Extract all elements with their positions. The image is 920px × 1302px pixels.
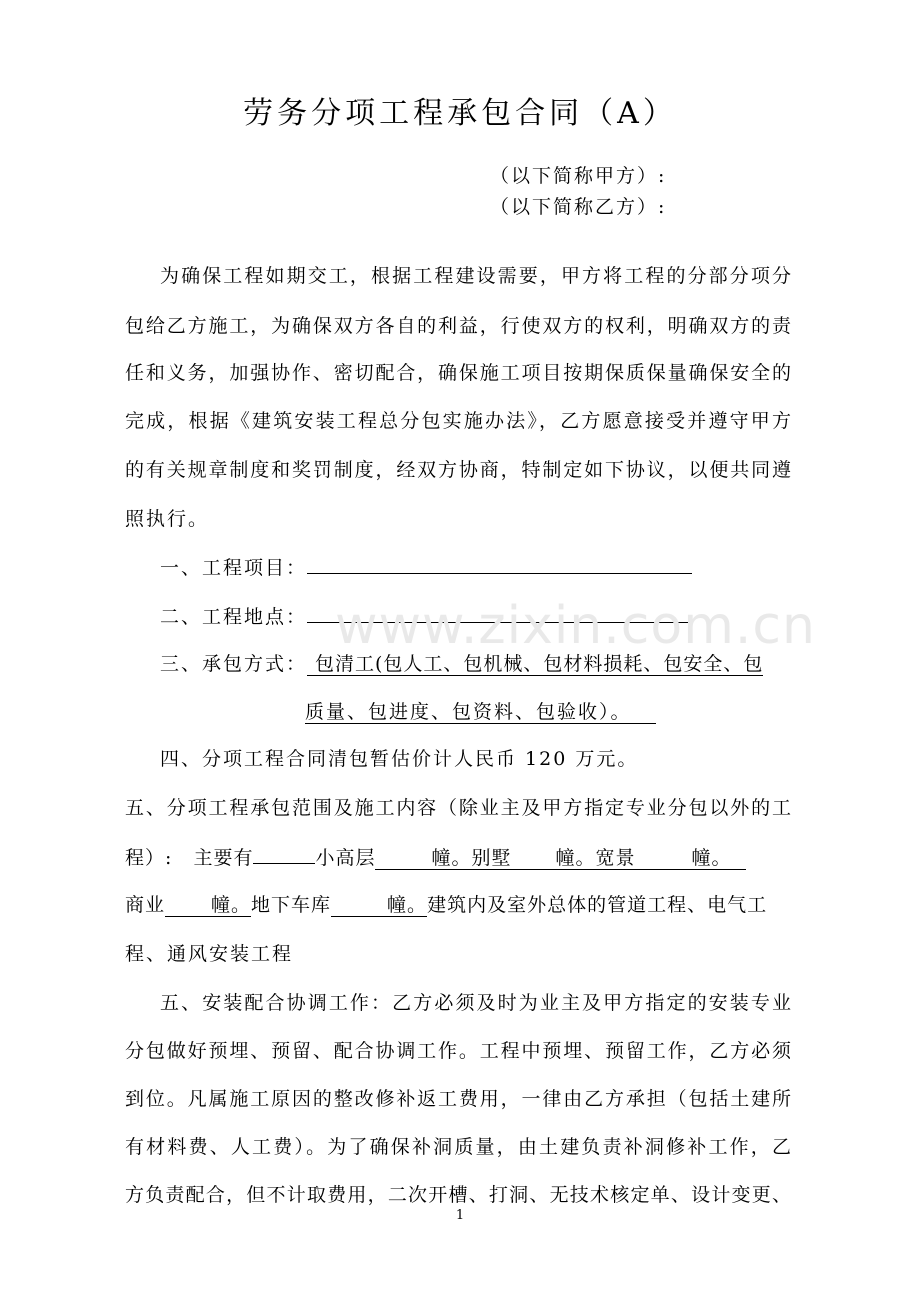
- item-scope-line-1: 五、分项工程承包范围及施工内容（除业主及甲方指定专业分包以外的工: [125, 797, 791, 819]
- party-a-line: （以下简称甲方）:: [490, 165, 667, 187]
- coordination-line-5: 方负责配合，但不计取费用，二次开槽、打洞、无技术核定单、设计变更、: [125, 1184, 791, 1206]
- intro-line-6: 照执行。: [125, 508, 210, 530]
- scope-highrise: 小高层: [315, 847, 376, 869]
- scope-villa: 幢。别墅: [375, 847, 511, 870]
- project-blank[interactable]: [307, 553, 692, 574]
- document-title: 劳务分项工程承包合同（A）: [243, 96, 677, 131]
- scope-garage: 地下车库: [251, 894, 332, 916]
- scope-wide: 幢。宽景: [512, 847, 636, 870]
- scope-garage-unit: 幢。: [331, 894, 427, 917]
- scope-main: 主要有: [193, 847, 254, 869]
- intro-line-5: 的有关规章制度和奖罚制度，经双方协商，特制定如下协议，以便共同遵: [125, 459, 791, 481]
- coordination-line-3: 到位。凡属施工原因的整改修补返工费用，一律由乙方承担（包括土建所: [125, 1088, 791, 1110]
- scope-commercial: 商业: [125, 894, 166, 916]
- coordination-line-2: 分包做好预埋、预留、配合协调工作。工程中预埋、预留工作，乙方必须: [125, 1040, 791, 1062]
- coordination-line-1: 五、安装配合协调工作：乙方必须及时为业主及甲方指定的安装专业: [160, 992, 791, 1014]
- intro-line-4: 完成，根据《建筑安装工程总分包实施办法》，乙方愿意接受并遵守甲方: [125, 410, 791, 432]
- item-scope-line-4: 程、通风安装工程: [125, 943, 294, 965]
- scope-wide-unit: 幢。: [636, 847, 746, 870]
- watermark: www.zixin.com.cn: [335, 596, 816, 656]
- item-location-label: 二、工程地点：: [160, 606, 308, 628]
- item-scope-line-2: [125, 843, 746, 872]
- item-project-label: 一、工程项目：: [160, 557, 308, 579]
- contract-mode-value-1: 包清工(包人工、包机械、包材料损耗、包安全、包: [307, 653, 763, 676]
- item-project: [160, 553, 692, 582]
- intro-line-3: 任和义务，加强协作、密切配合，确保施工项目按期保质保量确保安全的: [125, 362, 791, 384]
- scope-commercial-unit: 幢。: [165, 894, 251, 917]
- page-number: 1: [455, 1208, 465, 1223]
- blank-1[interactable]: [253, 843, 315, 864]
- scope-prefix: 程）:: [125, 847, 173, 869]
- party-b-line: （以下简称乙方）:: [490, 196, 667, 218]
- item-scope-line-3: [125, 891, 767, 919]
- intro-line-2: 包给乙方施工，为确保双方各自的利益，行使双方的权利，明确双方的责: [125, 315, 791, 337]
- scope-works: 建筑内及室外总体的管道工程、电气工: [427, 894, 768, 916]
- item-price: 四、分项工程合同清包暂估价计人民币 120 万元。: [160, 748, 639, 770]
- item-contract-mode-label: 三、承包方式：: [160, 653, 308, 675]
- coordination-line-4: 有材料费、人工费）。为了确保补洞质量，由土建负责补洞修补工作，乙: [125, 1136, 791, 1158]
- contract-mode-line-2: [305, 698, 656, 726]
- contract-mode-value-2: 质量、包进度、包资料、包验收）。: [305, 701, 656, 724]
- intro-line-1: 为确保工程如期交工，根据工程建设需要，甲方将工程的分部分项分: [160, 265, 791, 287]
